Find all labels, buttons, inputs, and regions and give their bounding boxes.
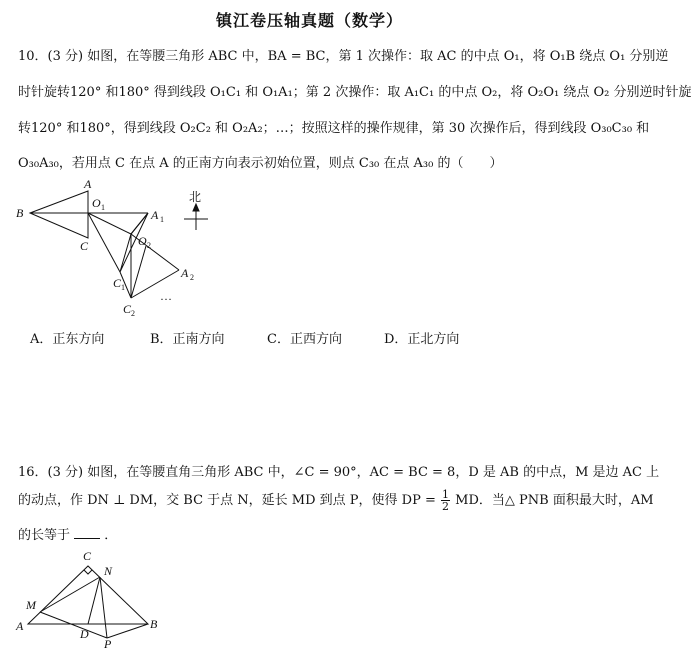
- label-dots: …: [160, 289, 172, 303]
- q10-text-line-3: 转120° 和180°，得到线段 O₂C₂ 和 O₂A₂；…；按照这样的操作规律，第 30 次操作后，得到线段 O₃₀C₃₀ 和: [18, 121, 650, 136]
- q10-text-line-4: O₃₀A₃₀，若用点 C 在点 A 的正南方向表示初始位置，则点 C₃₀ 在点 A₃₀ 的（ ）: [18, 156, 503, 171]
- fraction-denominator: 2: [442, 500, 450, 513]
- option-a: A．正东方向: [30, 332, 105, 347]
- label-c2: C: [123, 302, 132, 316]
- q16-line2-end: MD．当△ PNB 面积最大时，AM: [455, 493, 654, 508]
- label-c1-sub: 1: [121, 283, 125, 292]
- label16-b: B: [150, 617, 158, 631]
- label16-n: N: [104, 564, 113, 578]
- page-title: 镇江卷压轴真题（数学）: [215, 11, 403, 30]
- label-c: C: [80, 239, 89, 253]
- option-c: C．正西方向: [267, 332, 342, 347]
- fraction-numerator: 1: [442, 488, 450, 501]
- label16-d: D: [80, 627, 89, 641]
- label-o1: O: [92, 196, 101, 210]
- label-o1-sub: 1: [101, 203, 105, 212]
- q16-line3-end: ．: [104, 528, 118, 543]
- fraction-one-half: [441, 489, 450, 512]
- label-a: A: [84, 177, 92, 191]
- q16-text-line-2: [18, 489, 654, 512]
- q16-line3-start: 的长等于: [18, 528, 71, 543]
- label-a1-sub: 1: [160, 215, 164, 224]
- q10-text-line-2: 时针旋转120° 和180° 得到线段 O₁C₁ 和 O₁A₁；第 2 次操作：取 A₁C₁ 的中点 O₂，将 O₂O₁ 绕点 O₂ 分别逆时针旋: [18, 85, 691, 100]
- answer-blank[interactable]: [74, 526, 100, 539]
- label-a1: A: [151, 208, 159, 222]
- label-o2: O: [138, 234, 147, 248]
- q16-text-line-1: 16．(3 分) 如图，在等腰直角三角形 ABC 中，∠C = 90°，AC = BC = 8，D 是 AB 的中点，M 是边 AC 上: [18, 465, 660, 480]
- triangle-abc: [30, 191, 88, 238]
- q16-line2-start: 的动点，作 DN ⊥ DM，交 BC 于点 N，延长 MD 到点 P，使得 DP =: [18, 493, 436, 508]
- label-a2: A: [181, 266, 189, 280]
- label-a2-sub: 2: [190, 273, 194, 282]
- label16-c: C: [83, 549, 92, 563]
- label16-p: P: [104, 637, 112, 649]
- label-c1: C: [113, 276, 122, 290]
- label16-m: M: [26, 598, 36, 612]
- compass-icon: [184, 204, 208, 230]
- q16-text-line-3: [18, 524, 117, 543]
- label-o2-sub: 2: [147, 241, 151, 250]
- label-c2-sub: 2: [131, 309, 135, 318]
- label-b: B: [16, 206, 24, 220]
- north-label: 北: [189, 190, 202, 204]
- q10-text-line-1: 10．(3 分) 如图，在等腰三角形 ABC 中，BA = BC，第 1 次操作：取 AC 的中点 O₁，将 O₁B 绕点 O₁ 分别逆: [18, 49, 669, 64]
- option-b: B．正南方向: [150, 332, 225, 347]
- label16-a: A: [16, 619, 24, 633]
- option-d: D．正北方向: [384, 332, 460, 347]
- segment-o1c1: [88, 213, 120, 272]
